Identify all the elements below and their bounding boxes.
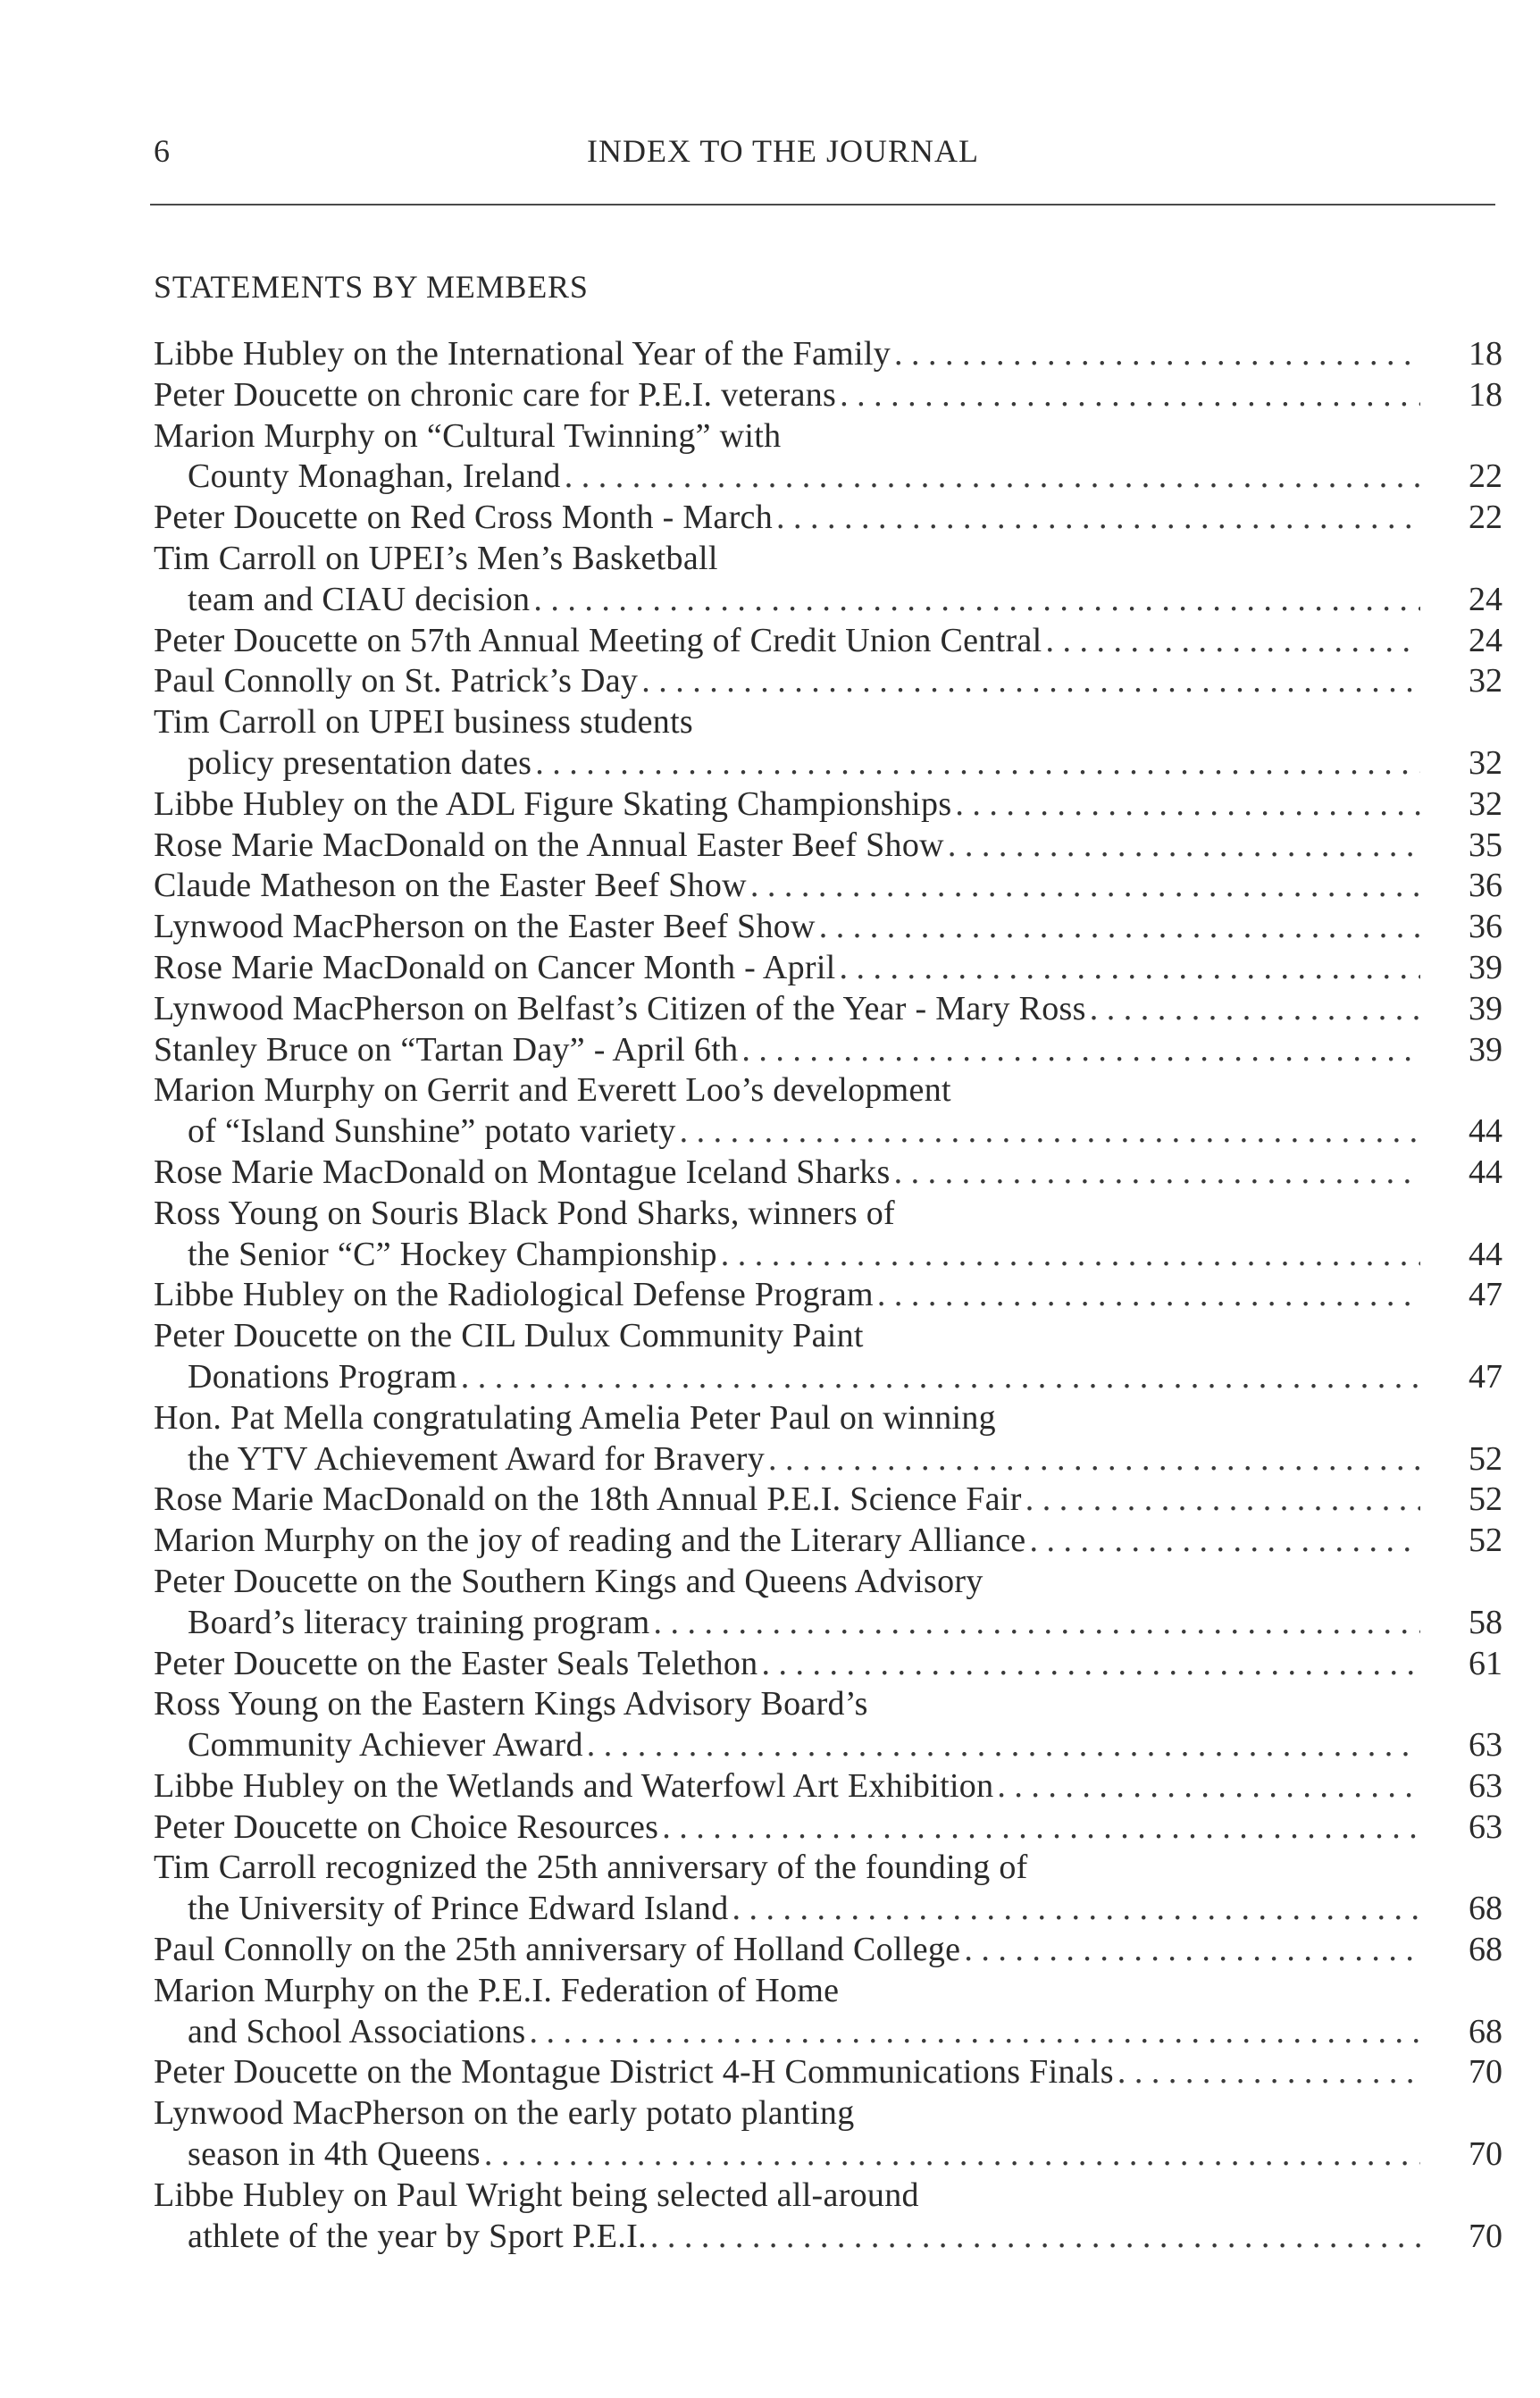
- entry-page-number: 18: [1469, 375, 1502, 414]
- dot-leader: [1029, 1521, 1420, 1562]
- entry-line: [154, 1070, 1502, 1111]
- entry-page-number: 70: [1469, 2217, 1502, 2255]
- index-entry: [154, 1971, 1502, 2053]
- entry-text: Tim Carroll recognized the 25th anniversary of the founding of: [154, 1849, 1028, 1887]
- dot-leader: [750, 866, 1420, 907]
- entry-text: the Senior “C” Hockey Championship: [188, 1235, 717, 1273]
- entry-line: [154, 1275, 1502, 1316]
- entry-line: [154, 2093, 1502, 2134]
- entry-line: [154, 1398, 1502, 1439]
- index-entry: [154, 539, 1502, 621]
- index-entry: [154, 702, 1502, 784]
- entry-text: Peter Doucette on Red Cross Month - March: [154, 499, 773, 537]
- entry-line: [154, 621, 1502, 662]
- dot-leader: [529, 2012, 1420, 2053]
- index-entry: [154, 1316, 1502, 1398]
- entry-line: [154, 948, 1502, 989]
- entry-text: athlete of the year by Sport P.E.I.: [188, 2217, 647, 2255]
- entry-page-number: 32: [1469, 743, 1502, 782]
- dot-leader: [948, 826, 1420, 867]
- entry-page-number: 39: [1469, 1030, 1502, 1069]
- entry-line: [154, 1316, 1502, 1357]
- entry-page-number: 39: [1469, 989, 1502, 1027]
- index-entry: [154, 1194, 1502, 1276]
- entry-page-number: 32: [1469, 662, 1502, 700]
- entry-line: [154, 375, 1502, 416]
- entry-line: [154, 1766, 1502, 1807]
- dot-leader: [1090, 989, 1420, 1030]
- index-entry: [154, 1275, 1502, 1316]
- section-title: STATEMENTS BY MEMBERS: [154, 269, 589, 305]
- header-rule: [150, 204, 1495, 205]
- index-entry: [154, 866, 1502, 907]
- entry-text: Rose Marie MacDonald on the 18th Annual P.E.I. Science Fair: [154, 1480, 1022, 1519]
- entry-page-number: 44: [1469, 1235, 1502, 1273]
- entry-continuation-line: [154, 2217, 1502, 2258]
- entry-page-number: 36: [1469, 908, 1502, 946]
- journal-title: INDEX TO THE JOURNAL: [587, 133, 979, 169]
- index-entry: [154, 1807, 1502, 1849]
- entry-page-number: 70: [1469, 2053, 1502, 2092]
- entry-line: [154, 2176, 1502, 2217]
- entry-text: policy presentation dates: [188, 743, 532, 782]
- entry-continuation-line: [154, 1725, 1502, 1766]
- entry-continuation-line: [154, 2134, 1502, 2176]
- entry-text: Libbe Hubley on the Radiological Defense Program: [154, 1276, 874, 1314]
- entry-page-number: 35: [1469, 826, 1502, 864]
- entry-text: Board’s literacy training program: [188, 1603, 650, 1641]
- dot-leader: [819, 907, 1420, 948]
- entry-line: [154, 1644, 1502, 1685]
- entry-continuation-line: [154, 2012, 1502, 2053]
- entry-page-number: 52: [1469, 1480, 1502, 1519]
- dot-leader: [840, 375, 1420, 416]
- dot-leader: [535, 743, 1420, 784]
- entry-text: Tim Carroll on UPEI’s Men’s Basketball: [154, 539, 718, 577]
- entry-text: Peter Doucette on the CIL Dulux Community Paint: [154, 1317, 864, 1355]
- dot-leader: [641, 661, 1420, 702]
- entry-line: [154, 826, 1502, 867]
- entry-page-number: 63: [1469, 1807, 1502, 1846]
- entry-text: Community Achiever Award: [188, 1726, 583, 1765]
- entry-line: [154, 1153, 1502, 1194]
- entry-line: [154, 1848, 1502, 1889]
- index-entry: [154, 2052, 1502, 2093]
- entry-page-number: 47: [1469, 1276, 1502, 1314]
- dot-leader: [484, 2134, 1420, 2176]
- index-entry-list: [154, 334, 1502, 2257]
- dot-leader: [587, 1725, 1420, 1766]
- entry-text: Claude Matheson on the Easter Beef Show: [154, 867, 747, 905]
- dot-leader: [741, 1030, 1420, 1071]
- entry-page-number: 52: [1469, 1439, 1502, 1478]
- index-entry: [154, 1930, 1502, 1971]
- entry-page-number: 52: [1469, 1522, 1502, 1560]
- entry-continuation-line: [154, 743, 1502, 784]
- entry-text: season in 4th Queens: [188, 2135, 481, 2174]
- index-entry: [154, 2093, 1502, 2176]
- entry-text: Peter Doucette on chronic care for P.E.I. veterans: [154, 375, 837, 414]
- entry-page-number: 68: [1469, 2012, 1502, 2050]
- index-entry: [154, 784, 1502, 826]
- dot-leader: [894, 334, 1420, 375]
- entry-line: [154, 1562, 1502, 1603]
- entry-text: the YTV Achievement Award for Bravery: [188, 1439, 766, 1478]
- entry-line: [154, 334, 1502, 375]
- entry-text: Peter Doucette on the Southern Kings and Queens Advisory: [154, 1562, 983, 1600]
- entry-text: County Monaghan, Ireland: [188, 457, 561, 496]
- index-entry: [154, 826, 1502, 867]
- dot-leader: [680, 1111, 1420, 1153]
- dot-leader: [776, 498, 1420, 539]
- entry-continuation-line: [154, 1603, 1502, 1644]
- index-entry: [154, 621, 1502, 662]
- index-entry: [154, 334, 1502, 375]
- entry-text: Ross Young on the Eastern Kings Advisory Board’s: [154, 1685, 868, 1723]
- entry-text: Libbe Hubley on the Wetlands and Waterfowl Art Exhibition: [154, 1766, 994, 1805]
- index-entry: [154, 907, 1502, 948]
- entry-text: Hon. Pat Mella congratulating Amelia Peter Paul on winning: [154, 1398, 996, 1437]
- entry-continuation-line: [154, 1439, 1502, 1480]
- entry-text: Donations Program: [188, 1357, 457, 1396]
- entry-page-number: 68: [1469, 1931, 1502, 1969]
- entry-text: Libbe Hubley on the International Year of the Family: [154, 335, 891, 373]
- entry-page-number: 24: [1469, 621, 1502, 659]
- index-entry: [154, 375, 1502, 416]
- entry-page-number: 70: [1469, 2135, 1502, 2174]
- dot-leader: [662, 1807, 1420, 1849]
- dot-leader: [732, 1889, 1420, 1930]
- entry-text: Rose Marie MacDonald on Cancer Month - April: [154, 948, 836, 986]
- entry-text: Paul Connolly on the 25th anniversary of Holland College: [154, 1931, 961, 1969]
- dot-leader: [877, 1275, 1420, 1316]
- entry-page-number: 63: [1469, 1766, 1502, 1805]
- index-entry: [154, 1644, 1502, 1685]
- entry-continuation-line: [154, 1235, 1502, 1276]
- entry-text: Lynwood MacPherson on the Easter Beef Show: [154, 908, 816, 946]
- dot-leader: [997, 1766, 1420, 1807]
- entry-line: [154, 1194, 1502, 1235]
- entry-line: [154, 416, 1502, 457]
- entry-page-number: 36: [1469, 867, 1502, 905]
- entry-continuation-line: [154, 1111, 1502, 1153]
- entry-text: Stanley Bruce on “Tartan Day” - April 6th: [154, 1030, 739, 1069]
- entry-text: Peter Doucette on 57th Annual Meeting of Credit Union Central: [154, 621, 1042, 659]
- index-entry: [154, 1398, 1502, 1480]
- entry-line: [154, 866, 1502, 907]
- entry-text: Paul Connolly on St. Patrick’s Day: [154, 662, 639, 700]
- entry-line: [154, 702, 1502, 743]
- index-entry: [154, 1766, 1502, 1807]
- dot-leader: [721, 1235, 1420, 1276]
- dot-leader: [768, 1439, 1420, 1480]
- entry-page-number: 39: [1469, 948, 1502, 986]
- index-entry: [154, 1153, 1502, 1194]
- dot-leader: [840, 948, 1420, 989]
- dot-leader: [761, 1644, 1420, 1685]
- entry-continuation-line: [154, 580, 1502, 621]
- index-entry: [154, 498, 1502, 539]
- entry-page-number: 22: [1469, 499, 1502, 537]
- entry-page-number: 22: [1469, 457, 1502, 496]
- entry-line: [154, 498, 1502, 539]
- entry-page-number: 63: [1469, 1726, 1502, 1765]
- entry-page-number: 44: [1469, 1112, 1502, 1151]
- entry-continuation-line: [154, 457, 1502, 498]
- dot-leader: [964, 1930, 1420, 1971]
- entry-text: Marion Murphy on “Cultural Twinning” with: [154, 416, 782, 455]
- entry-line: [154, 1971, 1502, 2012]
- entry-text: Peter Doucette on Choice Resources: [154, 1807, 659, 1846]
- index-entry: [154, 1521, 1502, 1562]
- index-entry: [154, 416, 1502, 499]
- entry-page-number: 47: [1469, 1357, 1502, 1396]
- dot-leader: [1025, 1480, 1420, 1521]
- entry-text: of “Island Sunshine” potato variety: [188, 1112, 676, 1151]
- dot-leader: [461, 1357, 1420, 1398]
- entry-text: Marion Murphy on the joy of reading and the Literary Alliance: [154, 1522, 1026, 1560]
- index-entry: [154, 948, 1502, 989]
- entry-line: [154, 1930, 1502, 1971]
- index-entry: [154, 1684, 1502, 1766]
- dot-leader: [653, 1603, 1420, 1644]
- entry-page-number: 18: [1469, 335, 1502, 373]
- entry-text: Marion Murphy on the P.E.I. Federation of Home: [154, 1971, 840, 2009]
- entry-line: [154, 661, 1502, 702]
- dot-leader: [650, 2217, 1420, 2258]
- entry-text: and School Associations: [188, 2012, 526, 2050]
- entry-text: Tim Carroll on UPEI business students: [154, 703, 694, 742]
- index-entry: [154, 661, 1502, 702]
- entry-page-number: 24: [1469, 580, 1502, 618]
- entry-line: [154, 907, 1502, 948]
- entry-text: Libbe Hubley on the ADL Figure Skating Championships: [154, 784, 952, 823]
- entry-page-number: 61: [1469, 1644, 1502, 1682]
- index-entry: [154, 1070, 1502, 1153]
- entry-line: [154, 2052, 1502, 2093]
- entry-text: Libbe Hubley on Paul Wright being selected all-around: [154, 2176, 919, 2214]
- index-entry: [154, 1562, 1502, 1644]
- entry-page-number: 58: [1469, 1603, 1502, 1641]
- entry-text: Marion Murphy on Gerrit and Everett Loo’s development: [154, 1071, 951, 1110]
- dot-leader: [1045, 621, 1420, 662]
- entry-text: Rose Marie MacDonald on the Annual Easter Beef Show: [154, 826, 944, 864]
- dot-leader: [955, 784, 1420, 826]
- entry-text: Peter Doucette on the Montague District 4-H Communications Finals: [154, 2053, 1114, 2092]
- index-entry: [154, 1480, 1502, 1521]
- page-number: 6: [154, 133, 171, 169]
- entry-page-number: 44: [1469, 1153, 1502, 1191]
- running-head: [154, 132, 1494, 177]
- dot-leader: [1117, 2052, 1420, 2093]
- entry-text: Lynwood MacPherson on the early potato planting: [154, 2094, 855, 2133]
- entry-line: [154, 1030, 1502, 1071]
- entry-line: [154, 784, 1502, 826]
- index-entry: [154, 1848, 1502, 1930]
- entry-page-number: 32: [1469, 784, 1502, 823]
- entry-text: Rose Marie MacDonald on Montague Iceland Sharks: [154, 1153, 891, 1191]
- index-entry: [154, 989, 1502, 1030]
- entry-text: Lynwood MacPherson on Belfast’s Citizen of the Year - Mary Ross: [154, 989, 1086, 1027]
- index-entry: [154, 1030, 1502, 1071]
- dot-leader: [565, 457, 1420, 498]
- entry-line: [154, 1521, 1502, 1562]
- entry-text: Ross Young on Souris Black Pond Sharks, winners of: [154, 1194, 895, 1232]
- entry-text: team and CIAU decision: [188, 580, 531, 618]
- entry-text: Peter Doucette on the Easter Seals Telethon: [154, 1644, 758, 1682]
- dot-leader: [894, 1153, 1420, 1194]
- index-entry: [154, 2176, 1502, 2258]
- entry-line: [154, 1684, 1502, 1725]
- entry-text: the University of Prince Edward Island: [188, 1890, 729, 1928]
- entry-line: [154, 539, 1502, 580]
- entry-line: [154, 1807, 1502, 1849]
- entry-page-number: 68: [1469, 1890, 1502, 1928]
- entry-line: [154, 989, 1502, 1030]
- entry-line: [154, 1480, 1502, 1521]
- entry-continuation-line: [154, 1357, 1502, 1398]
- entry-continuation-line: [154, 1889, 1502, 1930]
- dot-leader: [533, 580, 1420, 621]
